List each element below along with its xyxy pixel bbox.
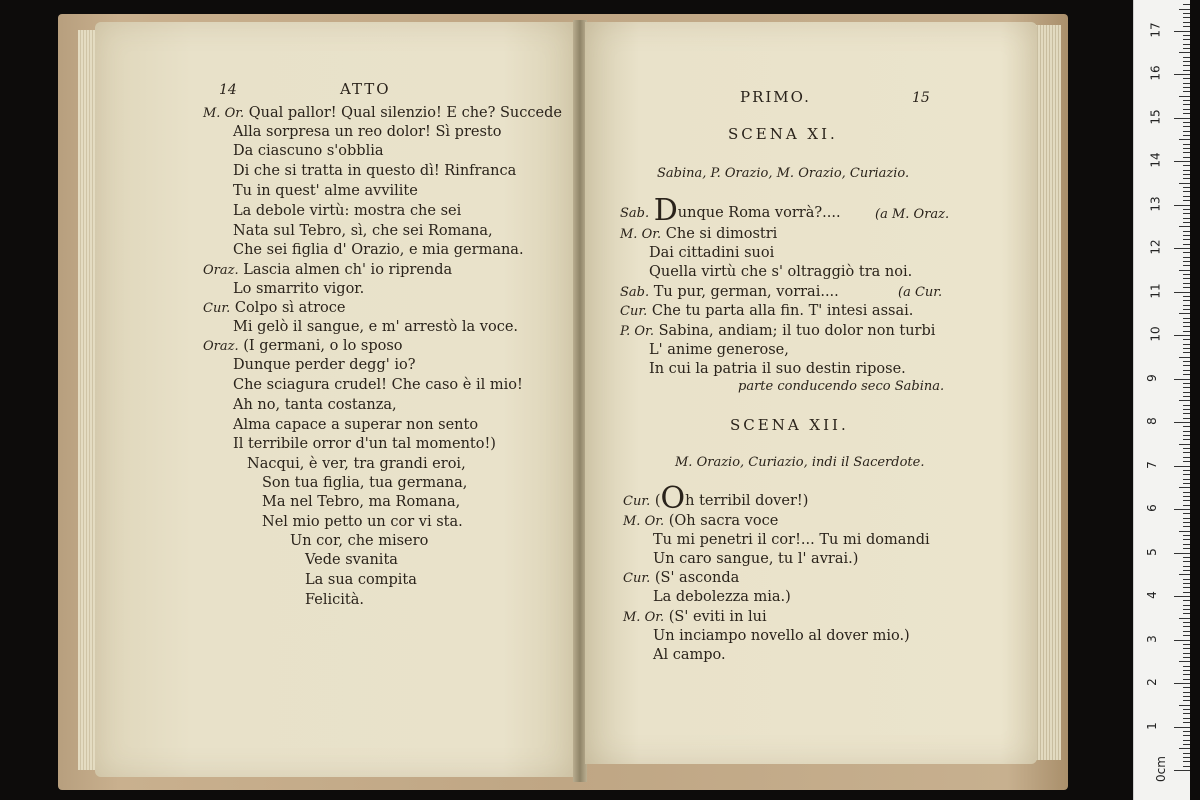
ruler-tick: [1183, 757, 1190, 758]
ruler-tick: [1183, 766, 1190, 767]
stage-direction: parte conducendo seco Sabina.: [738, 379, 945, 394]
ruler-label: 6: [1144, 504, 1159, 512]
verse-line: Cur. (S' asconda: [623, 570, 740, 586]
ruler-label: 12: [1148, 239, 1163, 255]
ruler-tick: [1183, 679, 1190, 680]
ruler-tick: [1183, 113, 1190, 114]
verse-line: M. Or. (Oh sacra voce: [623, 513, 779, 529]
ruler-tick: [1183, 300, 1190, 301]
ruler-tick: [1183, 439, 1190, 440]
ruler-tick: [1183, 496, 1190, 497]
ruler-tick: [1183, 753, 1190, 754]
verse-line: M. Or. Che si dimostri: [620, 226, 778, 242]
ruler-tick: [1183, 261, 1190, 262]
ruler-tick: [1183, 761, 1190, 762]
ruler-tick: [1183, 426, 1190, 427]
ruler-tick: [1183, 126, 1190, 127]
ruler-tick: [1179, 9, 1190, 10]
ruler-tick: [1174, 683, 1190, 684]
ruler-tick: [1183, 35, 1190, 36]
ruler-tick: [1183, 339, 1190, 340]
verse-line: Di che si tratta in questo dì! Rinfranca: [233, 163, 517, 179]
ruler-tick: [1183, 526, 1190, 527]
ruler-label: 7: [1144, 460, 1159, 469]
ruler-tick: [1183, 561, 1190, 562]
right-page-edges: [1035, 25, 1061, 760]
ruler-tick: [1183, 157, 1190, 158]
ruler-tick: [1183, 735, 1190, 736]
ruler-tick: [1183, 352, 1190, 353]
verse-line: Ah no, tanta costanza,: [233, 397, 397, 413]
ruler-label: 14: [1148, 152, 1163, 168]
ruler-tick: [1183, 409, 1190, 410]
ruler-tick: [1183, 322, 1190, 323]
ruler-tick: [1174, 509, 1190, 510]
ruler-tick: [1183, 174, 1190, 175]
ruler-tick: [1183, 283, 1190, 284]
ruler-tick: [1174, 31, 1190, 32]
ruler-tick: [1183, 592, 1190, 593]
ruler-tick: [1183, 239, 1190, 240]
ruler-tick: [1183, 613, 1190, 614]
ruler-tick: [1183, 17, 1190, 18]
ruler-tick: [1183, 461, 1190, 462]
ruler-tick: [1183, 200, 1190, 201]
ruler-tick: [1183, 653, 1190, 654]
ruler-tick: [1179, 618, 1190, 619]
scene-cast: Sabina, P. Orazio, M. Orazio, Curiazio.: [657, 166, 910, 181]
ruler-label: 8: [1144, 417, 1159, 425]
ruler-tick: [1183, 370, 1190, 371]
ruler-tick: [1183, 622, 1190, 623]
ruler-tick: [1183, 457, 1190, 458]
ruler-tick: [1183, 48, 1190, 49]
ruler-tick: [1174, 466, 1190, 467]
ruler-tick: [1179, 139, 1190, 140]
verse-line: Cur. Che tu parta alla fin. T' intesi assai.: [620, 303, 914, 319]
ruler-tick: [1183, 483, 1190, 484]
ruler-tick: [1183, 674, 1190, 675]
verse-line: Mi gelò il sangue, e m' arrestò la voce.: [233, 319, 519, 335]
ruler-tick: [1183, 244, 1190, 245]
ruler-tick: [1183, 513, 1190, 514]
ruler-tick: [1183, 479, 1190, 480]
ruler-tick: [1183, 579, 1190, 580]
stage-aside: (a Cur.: [898, 285, 943, 300]
verse-line: Il terribile orror d'un tal momento!): [233, 436, 496, 452]
left-page-header: ATTO: [340, 80, 391, 98]
ruler-tick: [1183, 165, 1190, 166]
ruler-tick: [1183, 109, 1190, 110]
right-page-number: 15: [912, 90, 930, 106]
ruler-tick: [1174, 727, 1190, 728]
ruler-tick: [1183, 722, 1190, 723]
ruler-tick: [1183, 718, 1190, 719]
ruler-tick: [1174, 205, 1190, 206]
ruler-tick: [1179, 270, 1190, 271]
ruler-tick: [1183, 213, 1190, 214]
ruler-tick: [1183, 348, 1190, 349]
ruler-tick: [1179, 574, 1190, 575]
ruler-tick: [1179, 531, 1190, 532]
ruler-tick: [1179, 444, 1190, 445]
ruler-tick: [1183, 61, 1190, 62]
verse-line: Cur. (Oh terribil dover!): [623, 481, 809, 516]
ruler-tick: [1174, 379, 1190, 380]
ruler-tick: [1183, 648, 1190, 649]
ruler-tick: [1183, 187, 1190, 188]
verse-line: Dai cittadini suoi: [649, 245, 775, 261]
ruler-tick: [1183, 344, 1190, 345]
verse-line: M. Or. (S' eviti in lui: [623, 609, 767, 625]
ruler-label: 1: [1144, 721, 1159, 730]
ruler-label: 17: [1148, 21, 1163, 38]
ruler-tick: [1183, 418, 1190, 419]
ruler-tick: [1183, 22, 1190, 23]
ruler-label: 9: [1144, 373, 1159, 382]
ruler-tick: [1183, 505, 1190, 506]
ruler-tick: [1179, 661, 1190, 662]
verse-line: Tu mi penetri il cor!... Tu mi domandi: [653, 532, 930, 548]
verse-line: Un inciampo novello al dover mio.): [653, 628, 910, 644]
verse-line: Che sei figlia d' Orazio, e mia germana.: [233, 242, 524, 258]
ruler-label: 0cm: [1153, 756, 1168, 782]
ruler-label: 16: [1148, 65, 1163, 81]
verse-line: Dunque perder degg' io?: [233, 357, 416, 373]
ruler-tick: [1179, 705, 1190, 706]
ruler-tick: [1183, 435, 1190, 436]
ruler-tick: [1183, 65, 1190, 66]
verse-line: Vede svanita: [305, 552, 398, 568]
ruler-tick: [1183, 692, 1190, 693]
verse-line: La sua compita: [305, 572, 417, 588]
ruler-tick: [1183, 100, 1190, 101]
verse-line: In cui la patria il suo destin ripose.: [649, 361, 906, 377]
ruler-tick: [1183, 39, 1190, 40]
ruler-tick: [1183, 644, 1190, 645]
ruler-tick: [1183, 605, 1190, 606]
scene-cast: M. Orazio, Curiazio, indi il Sacerdote.: [675, 455, 925, 470]
ruler-tick: [1183, 696, 1190, 697]
ruler-tick: [1183, 122, 1190, 123]
verse-line: Ma nel Tebro, ma Romana,: [262, 494, 461, 510]
ruler-tick: [1183, 326, 1190, 327]
ruler-tick: [1183, 657, 1190, 658]
ruler-tick: [1183, 331, 1190, 332]
scene-title: SCENA XII.: [730, 416, 849, 434]
ruler-tick: [1183, 287, 1190, 288]
ruler-label: 13: [1148, 195, 1163, 212]
ruler-tick: [1183, 104, 1190, 105]
ruler-tick: [1183, 535, 1190, 536]
ruler-tick: [1179, 748, 1190, 749]
verse-line: Da ciascuno s'obblia: [233, 143, 384, 159]
ruler-tick: [1174, 553, 1190, 554]
verse-line: M. Or. Qual pallor! Qual silenzio! E che? Succede: [203, 105, 562, 121]
ruler-tick: [1183, 78, 1190, 79]
ruler-tick: [1183, 687, 1190, 688]
ruler-tick: [1183, 666, 1190, 667]
ruler-tick: [1183, 539, 1190, 540]
measuring-ruler: [1133, 0, 1190, 800]
ruler-tick: [1174, 248, 1190, 249]
ruler-tick: [1183, 583, 1190, 584]
ruler-tick: [1183, 87, 1190, 88]
ruler-tick: [1183, 4, 1190, 5]
ruler-tick: [1183, 274, 1190, 275]
stage-aside: (a M. Oraz.: [875, 207, 950, 222]
ruler-tick: [1183, 744, 1190, 745]
ruler-tick: [1183, 218, 1190, 219]
ruler-label: 3: [1144, 634, 1159, 643]
ruler-tick: [1183, 305, 1190, 306]
ruler-label: 10: [1148, 326, 1163, 342]
ruler-tick: [1183, 152, 1190, 153]
ruler-tick: [1183, 144, 1190, 145]
ruler-tick: [1183, 70, 1190, 71]
ruler-tick: [1183, 296, 1190, 297]
ruler-tick: [1183, 544, 1190, 545]
ruler-tick: [1183, 600, 1190, 601]
ruler-tick: [1183, 570, 1190, 571]
verse-line: Alma capace a superar non sento: [233, 417, 479, 433]
ruler-tick: [1183, 548, 1190, 549]
ruler-tick: [1183, 235, 1190, 236]
verse-line: Nel mio petto un cor vi sta.: [262, 514, 463, 530]
ruler-tick: [1183, 713, 1190, 714]
ruler-tick: [1183, 609, 1190, 610]
ruler-tick: [1183, 91, 1190, 92]
verse-line: Nata sul Tebro, sì, che sei Romana,: [233, 223, 493, 239]
verse-line: La debole virtù: mostra che sei: [233, 203, 462, 219]
verse-line: La debolezza mia.): [653, 589, 791, 605]
ruler-tick: [1174, 161, 1190, 162]
ruler-tick: [1183, 252, 1190, 253]
verse-line: L' anime generose,: [649, 342, 789, 358]
ruler-tick: [1174, 770, 1190, 771]
verse-line: Oraz. Lascia almen ch' io riprenda: [203, 262, 453, 278]
ruler-tick: [1183, 191, 1190, 192]
left-page-number: 14: [219, 82, 237, 98]
ruler-tick: [1183, 257, 1190, 258]
ruler-tick: [1179, 487, 1190, 488]
ruler-tick: [1183, 448, 1190, 449]
verse-line: Nacqui, è ver, tra grandi eroi,: [247, 456, 466, 472]
ruler-tick: [1183, 626, 1190, 627]
ruler-tick: [1183, 392, 1190, 393]
ruler-tick: [1183, 731, 1190, 732]
ruler-tick: [1183, 170, 1190, 171]
ruler-tick: [1179, 357, 1190, 358]
ruler-tick: [1183, 396, 1190, 397]
ruler-tick: [1174, 640, 1190, 641]
ruler-tick: [1174, 596, 1190, 597]
ruler-tick: [1183, 222, 1190, 223]
ruler-tick: [1179, 400, 1190, 401]
ruler-tick: [1183, 178, 1190, 179]
ruler-tick: [1183, 83, 1190, 84]
ruler-tick: [1183, 148, 1190, 149]
ruler-tick: [1183, 587, 1190, 588]
ruler-label: 4: [1144, 591, 1159, 599]
ruler-tick: [1183, 557, 1190, 558]
ruler-tick: [1179, 313, 1190, 314]
ruler-tick: [1183, 474, 1190, 475]
ruler-tick: [1174, 118, 1190, 119]
ruler-label: 15: [1148, 108, 1163, 125]
ruler-tick: [1179, 96, 1190, 97]
ruler-tick: [1183, 631, 1190, 632]
ruler-tick: [1183, 518, 1190, 519]
verse-line: Un caro sangue, tu l' avrai.): [653, 551, 859, 567]
ruler-tick: [1183, 500, 1190, 501]
ruler-tick: [1183, 309, 1190, 310]
ruler-tick: [1183, 278, 1190, 279]
ruler-tick: [1183, 387, 1190, 388]
ruler-tick: [1183, 26, 1190, 27]
ruler-tick: [1183, 13, 1190, 14]
ruler-tick: [1183, 209, 1190, 210]
ruler-tick: [1183, 740, 1190, 741]
ruler-tick: [1179, 226, 1190, 227]
right-page: [585, 22, 1037, 764]
ruler-tick: [1183, 522, 1190, 523]
ruler-tick: [1183, 44, 1190, 45]
ruler-tick: [1183, 131, 1190, 132]
ruler-tick: [1183, 57, 1190, 58]
verse-line: Sab. Dunque Roma vorrà?....: [620, 193, 841, 228]
ruler-tick: [1183, 635, 1190, 636]
verse-line: Cur. Colpo sì atroce: [203, 300, 346, 316]
ruler-tick: [1183, 431, 1190, 432]
ruler-tick: [1183, 470, 1190, 471]
ruler-tick: [1179, 52, 1190, 53]
ruler-tick: [1183, 700, 1190, 701]
ruler-label: 5: [1144, 547, 1159, 556]
ruler-tick: [1183, 135, 1190, 136]
ruler-tick: [1183, 361, 1190, 362]
ruler-tick: [1183, 405, 1190, 406]
ruler-tick: [1183, 365, 1190, 366]
ruler-tick: [1183, 566, 1190, 567]
ruler-label: 2: [1144, 678, 1159, 686]
verse-line: Oraz. (I germani, o lo sposo: [203, 338, 403, 354]
ruler-tick: [1183, 374, 1190, 375]
ruler-tick: [1183, 709, 1190, 710]
verse-line: Un cor, che misero: [290, 533, 429, 549]
ruler-tick: [1183, 413, 1190, 414]
verse-line: Felicità.: [305, 592, 364, 608]
verse-line: Sab. Tu pur, german, vorrai....: [620, 284, 839, 300]
verse-line: P. Or. Sabina, andiam; il tuo dolor non turbi: [620, 323, 936, 339]
verse-line: Al campo.: [653, 647, 726, 663]
ruler-tick: [1183, 265, 1190, 266]
ruler-label: 11: [1148, 282, 1163, 299]
right-page-header: PRIMO.: [740, 88, 811, 106]
ruler-tick: [1183, 452, 1190, 453]
ruler-tick: [1183, 492, 1190, 493]
ruler-tick: [1174, 292, 1190, 293]
verse-line: Che sciagura crudel! Che caso è il mio!: [233, 377, 523, 393]
ruler-tick: [1179, 183, 1190, 184]
verse-line: Tu in quest' alme avvilite: [233, 183, 418, 199]
ruler-tick: [1183, 670, 1190, 671]
verse-line: Alla sorpresa un reo dolor! Sì presto: [233, 124, 502, 140]
ruler-tick: [1183, 383, 1190, 384]
ruler-tick: [1183, 318, 1190, 319]
scene-title: SCENA XI.: [728, 125, 838, 143]
verse-line: Lo smarrito vigor.: [233, 281, 365, 297]
ruler-tick: [1183, 196, 1190, 197]
verse-line: Son tua figlia, tua germana,: [262, 475, 468, 491]
ruler-tick: [1174, 335, 1190, 336]
ruler-tick: [1174, 422, 1190, 423]
ruler-tick: [1183, 231, 1190, 232]
verse-line: Quella virtù che s' oltraggiò tra noi.: [649, 264, 913, 280]
left-page: [95, 22, 575, 777]
ruler-tick: [1174, 74, 1190, 75]
